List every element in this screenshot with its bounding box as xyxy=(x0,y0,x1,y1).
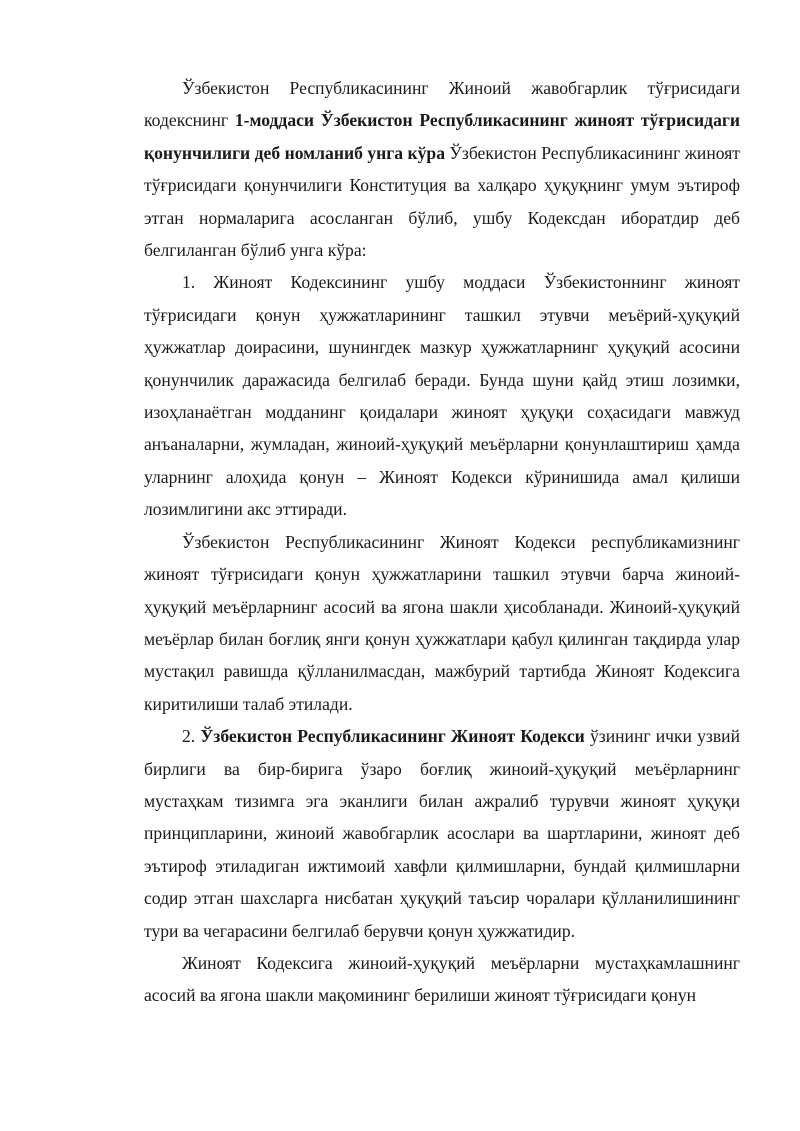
paragraph-4-lead: 2. xyxy=(182,726,201,747)
paragraph-4-tail: ўзининг ички узвий бирлиги ва бир-бирига ўзаро боғлиқ жиноий-ҳуқуқий меъёрларнинг мустаҳкам тизимга эга эканлиги билан ажралиб турувчи жиноят ҳуқуқи принципларини, жиноий жавобгарлик асослари ва шартларини, жиноят деб эътироф этиладиган ижтимоий хавфли қилмишларни, бундай қилмишларни содир этган шахсларга нисбатан ҳуқуқий таъсир чоралари қўлланилишининг тури ва чегарасини белгилаб берувчи қонун ҳужжатидир. xyxy=(144,726,740,941)
paragraph-1-bold: 1-моддаси Ўзбекистон Республикасининг жиноят тўғрисидаги қонунчилиги деб номланиб унга кўра xyxy=(144,110,740,163)
paragraph-1-tail: Ўзбекистон Республикасининг жиноят тўғрисидаги қонунчилиги Конституция ва халқаро ҳуқуқнинг умум эътироф этган нормаларига асосланган бўлиб, ушбу Кодексдан иборатдир деб белгиланган бўлиб унга кўра: xyxy=(144,142,740,261)
paragraph-5: Жиноят Кодексига жиноий-ҳуқуқий меъёрларни мустаҳкамлашнинг асосий ва ягона шакли мақомининг берилиши жиноят тўғрисидаги қонун xyxy=(144,952,740,1006)
paragraph-1-lead: Ўзбекистон Республикасининг Жиноий жавобгарлик тўғрисидаги кодекснинг xyxy=(144,78,740,131)
paragraph-3: Ўзбекистон Республикасининг Жиноят Кодекси республикамизнинг жиноят тўғрисидаги қонун ҳужжатларини ташкил этувчи барча жиноий-ҳуқуқий меъёрларнинг асосий ва ягона шакли ҳисобланади. Жиноий-ҳуқуқий меъёрлар билан боғлиқ янги қонун ҳужжатлари қабул қилинган тақдирда улар мустақил равишда қўлланилмасдан, мажбурий тартибда Жиноят Кодексига киритилиши талаб этилади. xyxy=(144,531,740,714)
document-body xyxy=(144,72,740,1012)
paragraph-4 xyxy=(144,720,740,947)
paragraph-4-bold: Ўзбекистон Республикасининг Жиноят Кодекси xyxy=(200,726,585,747)
paragraph-2: 1. Жиноят Кодексининг ушбу моддаси Ўзбекистоннинг жиноят тўғрисидаги қонун ҳужжатларининг ташкил этувчи меъёрий-ҳуқуқий ҳужжатлар доирасини, шунингдек мазкур ҳужжатларнинг ҳуқуқий асосини қонунчилик даражасида белгилаб беради. Бунда шуни қайд этиш лозимки, изоҳланаётган модданинг қоидалари жиноят ҳуқуқи соҳасидаги мавжуд анъаналарни, жумладан, жиноий-ҳуқуқий меъёрларни қонунлаштириш ҳамда уларнинг алоҳида қонун – Жиноят Кодекси кўринишида амал қилиши лозимлигини акс эттиради. xyxy=(144,272,740,520)
paragraph-1 xyxy=(144,72,740,266)
